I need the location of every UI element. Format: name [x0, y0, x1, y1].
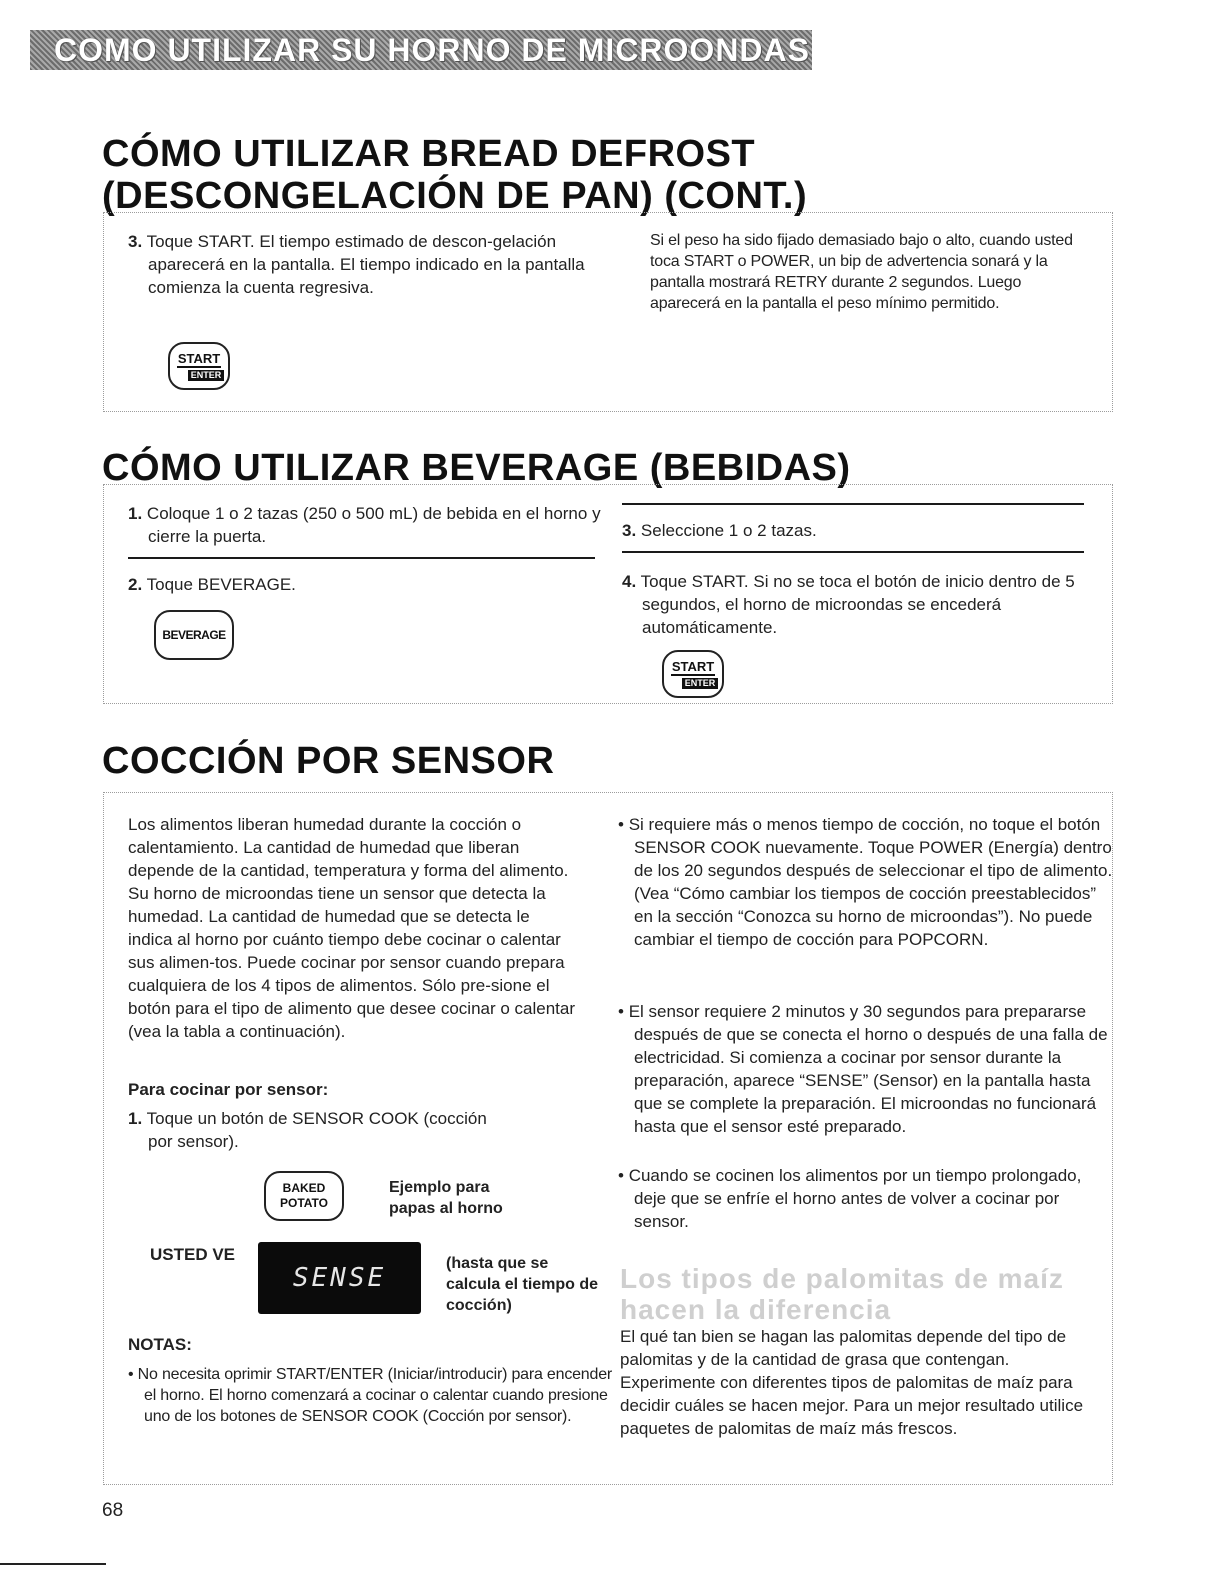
beverage-step-1: [128, 502, 603, 548]
start-button-icon: [662, 650, 724, 698]
bullet-text: Cuando se cocinen los alimentos por un tiempo prolongado, deje que se enfríe el horno antes de volver a cocinar por sensor.: [628, 1166, 1082, 1231]
oven-display: [258, 1242, 421, 1314]
bullet-icon: •: [128, 1366, 138, 1383]
notes-title: NOTAS:: [128, 1335, 192, 1354]
section-banner: [30, 30, 812, 70]
bullet-icon: •: [618, 815, 629, 834]
step-text: Toque BEVERAGE.: [146, 575, 296, 594]
beverage-button-icon: [154, 610, 234, 660]
note-item: [128, 1364, 614, 1427]
display-caption: (hasta que se calcula el tiempo de cocción): [446, 1255, 599, 1314]
display-text: SENSE: [292, 1263, 387, 1293]
bullet-icon: •: [618, 1166, 629, 1185]
sensor-subhead: Para cocinar por sensor:: [128, 1080, 329, 1099]
step-text: Coloque 1 o 2 tazas (250 o 500 mL) de bebida en el horno y cierre la puerta.: [146, 504, 601, 546]
step-text: Toque un botón de SENSOR COOK (cocción por sensor).: [146, 1109, 487, 1151]
enter-key-label: ENTER: [682, 678, 719, 689]
enter-key-label: ENTER: [188, 370, 225, 381]
beverage-title: CÓMO UTILIZAR BEVERAGE (BEBIDAS): [102, 447, 851, 489]
beverage-step-4: [622, 570, 1107, 639]
note-text: No necesita oprimir START/ENTER (Iniciar/introducir) para encender el horno. El horno comenzará a cocinar o calentar cuando presione uno de los botones de SENSOR COOK (Cocción por sensor).: [137, 1366, 613, 1425]
bread-weight-note: Si el peso ha sido fijado demasiado bajo o alto, cuando usted toca START o POWER, un bip de advertencia sonará y la pantalla mostrará RETRY durante 2 segundos. Luego aparecerá en la pantalla el peso mínimo permitido.: [650, 232, 1073, 312]
example-label: Ejemplo para papas al horno: [389, 1179, 503, 1217]
divider: [622, 551, 1084, 553]
baked-key-line1: BAKED: [282, 1181, 326, 1195]
sensor-bullet: [618, 1000, 1116, 1138]
bullet-icon: •: [618, 1002, 629, 1021]
start-key-label: START: [177, 350, 221, 366]
start-button-icon: [168, 342, 230, 390]
sensor-title: COCCIÓN POR SENSOR: [102, 740, 555, 782]
step-number: 3.: [622, 521, 637, 540]
step-number: 1.: [128, 1109, 143, 1128]
popcorn-title-line1: Los tipos de palomitas de maíz: [620, 1263, 1064, 1294]
bullet-text: El sensor requiere 2 minutos y 30 segundos para prepararse después de que se conecta el horno o después de una falla de electricidad. Si comienza a cocinar por sensor durante la preparación, aparece “SENSE” (Sensor) en la pantalla hasta que se complete la preparación. El microondas no funcionará hasta que el sensor esté preparado.: [628, 1002, 1108, 1136]
step-number: 1.: [128, 504, 143, 523]
sensor-intro: Los alimentos liberan humedad durante la cocción o calentamiento. La cantidad de humedad que liberan depende de la cantidad, temperatura y forma del alimento. Su horno de microondas tiene un sensor que detecta la humedad. La cantidad de humedad que se detecta le indica al horno por cuánto tiempo debe cocinar o calentar sus alimen-tos. Puede cocinar por sensor cuando prepara cualquiera de los 4 tipos de alimentos. Sólo pre-sione el botón para el tipo de alimento que desee cocinar o calentar (vea la tabla a continuación).: [128, 815, 576, 1041]
step-text: Toque START. Si no se toca el botón de inicio dentro de 5 segundos, el horno de microondas se encederá automáticamente.: [640, 572, 1075, 637]
popcorn-title-line2: hacen la diferencia: [620, 1294, 892, 1325]
baked-key-line2: POTATO: [280, 1196, 328, 1210]
bullet-text: Si requiere más o menos tiempo de cocción, no toque el botón SENSOR COOK nuevamente. Toque POWER (Energía) dentro de los 20 segundos después de seleccionar el tipo de alimento. (Vea “Cómo cambiar los tiempos de cocción preestablecidos” en la sección “Conozca su horno de microondas”). No puede cambiar el tiempo de cocción para POPCORN.: [628, 815, 1113, 949]
baked-potato-button-icon: [264, 1171, 344, 1221]
start-key-label: START: [671, 658, 715, 674]
step-text: Toque START. El tiempo estimado de descon-gelación aparecerá en la pantalla. El tiempo indicado en la pantalla comienza la cuenta regresiva.: [146, 232, 585, 297]
bread-defrost-title-line1: CÓMO UTILIZAR BREAD DEFROST: [102, 133, 756, 175]
divider: [622, 503, 1084, 505]
beverage-key-label: BEVERAGE: [162, 628, 226, 642]
sensor-bullet: [618, 1164, 1116, 1233]
step-number: 2.: [128, 575, 143, 594]
footer-rule: [0, 1563, 106, 1565]
divider: [128, 557, 595, 559]
bread-defrost-title-line2: (DESCONGELACIÓN DE PAN) (CONT.): [102, 175, 808, 217]
you-see-label: USTED VE: [150, 1245, 236, 1264]
beverage-step-2: [128, 573, 603, 596]
beverage-step-3: [622, 519, 1102, 542]
page-number: 68: [102, 1500, 124, 1521]
sensor-bullet: [618, 813, 1116, 951]
sensor-step-1: [128, 1107, 508, 1153]
banner-title: COMO UTILIZAR SU HORNO DE MICROONDAS: [54, 32, 810, 68]
step-text: Seleccione 1 o 2 tazas.: [640, 521, 817, 540]
bread-step-3: [128, 230, 603, 299]
step-number: 4.: [622, 572, 637, 591]
step-number: 3.: [128, 232, 143, 251]
popcorn-text: El qué tan bien se hagan las palomitas depende del tipo de palomitas y de la cantidad de grasa que contengan. Experimente con diferentes tipos de palomitas de maíz para decidir cuáles se hacen mejor. Para un mejor resultado utilice paquetes de palomitas de maíz más frescos.: [620, 1327, 1084, 1438]
